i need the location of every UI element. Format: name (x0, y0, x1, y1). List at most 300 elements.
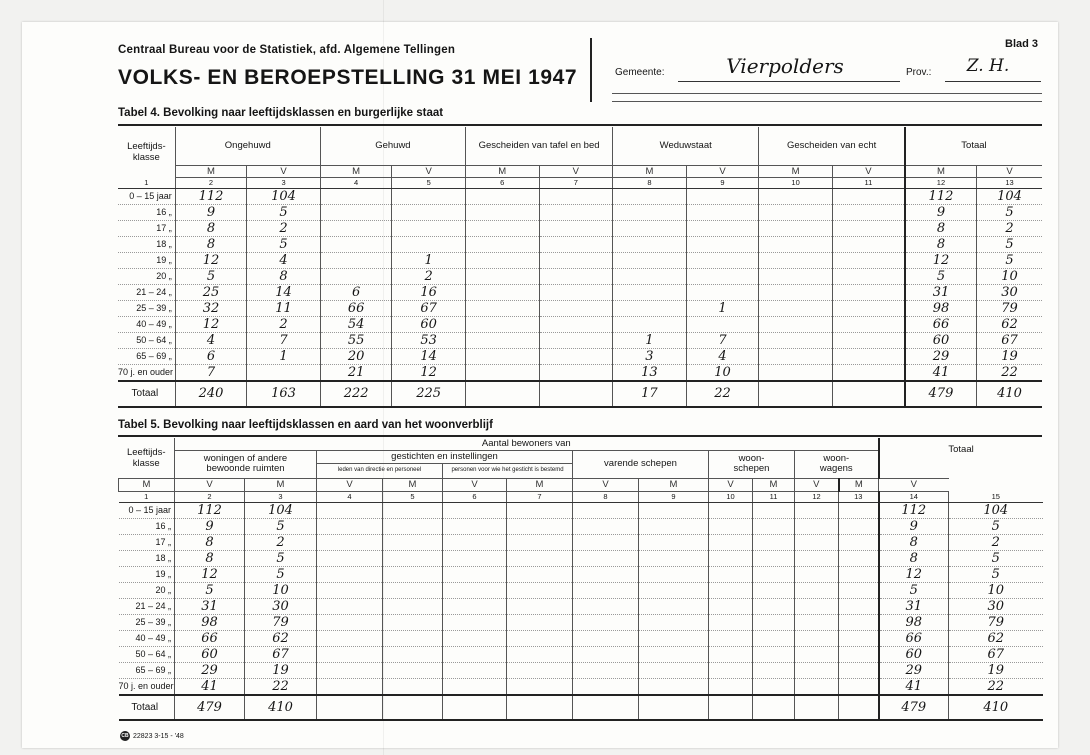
count-cell (383, 566, 443, 582)
count-cell (507, 534, 573, 550)
count-cell (686, 236, 759, 252)
total-cell (753, 695, 795, 720)
count-cell: 9 (879, 518, 949, 534)
table-row (119, 550, 1043, 566)
count-cell: 10 (686, 364, 759, 381)
count-cell (465, 316, 539, 332)
count-cell (832, 236, 905, 252)
count-cell (443, 534, 507, 550)
count-cell (507, 646, 573, 662)
count-cell (465, 220, 539, 236)
header-rule (612, 101, 1042, 102)
table4 (118, 127, 1042, 408)
count-cell (613, 300, 687, 316)
count-cell (573, 678, 639, 695)
count-cell: 4 (247, 252, 321, 268)
count-cell (573, 502, 639, 518)
count-cell (753, 662, 795, 678)
total-cell (639, 695, 709, 720)
printer-logo-icon: CB (121, 733, 129, 739)
age-class-label: 16 „ (119, 518, 175, 534)
count-cell (639, 502, 709, 518)
count-cell (759, 332, 833, 348)
column-number: 5 (383, 491, 443, 502)
count-cell (465, 268, 539, 284)
count-cell (759, 316, 833, 332)
count-cell (465, 204, 539, 220)
count-cell (507, 518, 573, 534)
count-cell: 104 (247, 188, 321, 204)
count-cell: 1 (686, 300, 759, 316)
count-cell (832, 252, 905, 268)
table-row (119, 598, 1043, 614)
sub-header-v: V (976, 165, 1042, 177)
count-cell (839, 502, 879, 518)
count-cell (795, 614, 839, 630)
count-cell: 14 (247, 284, 321, 300)
count-cell (839, 582, 879, 598)
count-cell: 67 (392, 300, 466, 316)
group-header-weduwstaat: Weduwstaat (613, 127, 759, 165)
count-cell: 79 (245, 614, 317, 630)
count-cell (443, 566, 507, 582)
count-cell: 79 (976, 300, 1042, 316)
gestichten-header: gestichten en instellingen (317, 450, 573, 463)
column-number: 7 (507, 491, 573, 502)
total-cell: 163 (247, 381, 321, 407)
count-cell (573, 646, 639, 662)
count-cell: 7 (247, 332, 321, 348)
count-cell (639, 662, 709, 678)
count-cell: 41 (175, 678, 245, 695)
count-cell (465, 300, 539, 316)
column-number: 4 (317, 491, 383, 502)
count-cell (573, 518, 639, 534)
column-number: 1 (119, 491, 175, 502)
column-number: 3 (247, 177, 321, 188)
sub-header-v: V (709, 478, 753, 491)
count-cell: 2 (949, 534, 1043, 550)
count-cell (613, 316, 687, 332)
sub-header-v: V (175, 478, 245, 491)
age-class-label: 40 – 49 „ (119, 630, 175, 646)
column-number: 8 (573, 491, 639, 502)
total-cell: 225 (392, 381, 466, 407)
count-cell (613, 220, 687, 236)
sub-header-v: V (539, 165, 613, 177)
count-cell (795, 662, 839, 678)
group-header-gehuwd: Gehuwd (320, 127, 465, 165)
column-number: 5 (392, 177, 466, 188)
count-cell: 5 (976, 236, 1042, 252)
count-cell (839, 518, 879, 534)
table4-title: Tabel 4. Bevolking naar leeftijdsklassen en burgerlijke staat (118, 107, 444, 119)
count-cell: 8 (175, 220, 247, 236)
age-class-label: 65 – 69 „ (118, 348, 175, 364)
totaal-header: Totaal (879, 438, 1043, 478)
count-cell (753, 630, 795, 646)
count-cell: 66 (320, 300, 392, 316)
count-cell: 10 (245, 582, 317, 598)
count-cell (573, 630, 639, 646)
age-class-label: 0 – 15 jaar (119, 502, 175, 518)
count-cell (507, 598, 573, 614)
count-cell (392, 204, 466, 220)
count-cell: 2 (247, 316, 321, 332)
count-cell (639, 582, 709, 598)
count-cell: 2 (976, 220, 1042, 236)
count-cell: 67 (245, 646, 317, 662)
age-class-header: Leeftijds-klasse (119, 438, 175, 478)
count-cell (709, 598, 753, 614)
count-cell (639, 566, 709, 582)
column-number: 10 (709, 491, 753, 502)
count-cell (443, 662, 507, 678)
gemeente-value: Vierpolders (726, 54, 844, 78)
count-cell (795, 550, 839, 566)
count-cell (539, 252, 613, 268)
count-cell (613, 188, 687, 204)
count-cell (465, 188, 539, 204)
table-row (118, 236, 1042, 252)
header-rule (612, 93, 1042, 94)
table-row (119, 518, 1043, 534)
count-cell (686, 284, 759, 300)
count-cell: 8 (905, 236, 977, 252)
organization-name: Centraal Bureau voor de Statistiek, afd. Algemene Tellingen (118, 44, 456, 56)
count-cell (443, 646, 507, 662)
total-cell (539, 381, 613, 407)
sub-header-v: V (686, 165, 759, 177)
age-class-label: 17 „ (118, 220, 175, 236)
count-cell (573, 662, 639, 678)
count-cell: 104 (245, 502, 317, 518)
count-cell (753, 550, 795, 566)
count-cell: 32 (175, 300, 247, 316)
count-cell (753, 614, 795, 630)
column-number: 6 (465, 177, 539, 188)
count-cell: 112 (905, 188, 977, 204)
print-code: 22823 3-15 - '48 (133, 732, 184, 740)
count-cell (832, 204, 905, 220)
count-cell: 2 (392, 268, 466, 284)
count-cell: 5 (175, 582, 245, 598)
count-cell (539, 348, 613, 364)
count-cell: 66 (879, 630, 949, 646)
total-cell (759, 381, 833, 407)
count-cell (832, 268, 905, 284)
count-cell (392, 236, 466, 252)
table-row (118, 348, 1042, 364)
count-cell: 98 (905, 300, 977, 316)
sub-header-m: M (320, 165, 392, 177)
count-cell (839, 662, 879, 678)
count-cell (759, 252, 833, 268)
count-cell (443, 614, 507, 630)
aantal-bewoners-header: Aantal bewoners van (175, 438, 879, 450)
count-cell (759, 268, 833, 284)
total-cell: 410 (245, 695, 317, 720)
count-cell (317, 550, 383, 566)
sub-header-v: V (832, 165, 905, 177)
count-cell (753, 582, 795, 598)
count-cell (317, 582, 383, 598)
count-cell (507, 582, 573, 598)
table-row (119, 630, 1043, 646)
count-cell: 10 (976, 268, 1042, 284)
count-cell (686, 220, 759, 236)
count-cell: 5 (949, 550, 1043, 566)
count-cell: 29 (905, 348, 977, 364)
table-row (118, 300, 1042, 316)
count-cell (709, 566, 753, 582)
count-cell (443, 630, 507, 646)
count-cell (465, 236, 539, 252)
count-cell (465, 284, 539, 300)
count-cell: 62 (976, 316, 1042, 332)
age-class-label: 70 j. en ouder (119, 678, 175, 695)
sub-header-m: M (759, 165, 833, 177)
count-cell (832, 220, 905, 236)
count-cell: 62 (245, 630, 317, 646)
gemeente-label: Gemeente: (615, 67, 665, 78)
table-row (118, 188, 1042, 204)
count-cell: 12 (905, 252, 977, 268)
age-class-header: Leeftijds-klasse (118, 127, 175, 177)
count-cell: 66 (175, 630, 245, 646)
count-cell: 112 (175, 502, 245, 518)
count-cell (709, 630, 753, 646)
age-class-label: 50 – 64 „ (118, 332, 175, 348)
count-cell: 3 (613, 348, 687, 364)
count-cell: 112 (175, 188, 247, 204)
count-cell: 79 (949, 614, 1043, 630)
column-number: 2 (175, 491, 245, 502)
total-label: Totaal (119, 695, 175, 720)
total-cell: 479 (879, 695, 949, 720)
count-cell (795, 646, 839, 662)
column-number: 13 (839, 491, 879, 502)
count-cell (320, 268, 392, 284)
count-cell (832, 364, 905, 381)
sub-header-v: V (795, 478, 839, 491)
count-cell (443, 550, 507, 566)
count-cell (320, 188, 392, 204)
count-cell: 31 (879, 598, 949, 614)
count-cell (320, 252, 392, 268)
age-class-label: 20 „ (118, 268, 175, 284)
count-cell: 8 (247, 268, 321, 284)
count-cell: 98 (175, 614, 245, 630)
count-cell (639, 630, 709, 646)
count-cell (317, 566, 383, 582)
count-cell: 20 (320, 348, 392, 364)
count-cell (759, 348, 833, 364)
count-cell (709, 582, 753, 598)
count-cell (613, 236, 687, 252)
age-class-label: 70 j. en ouder (118, 364, 175, 381)
count-cell (839, 614, 879, 630)
total-cell: 410 (976, 381, 1042, 407)
count-cell: 55 (320, 332, 392, 348)
sub-header-m: M (839, 478, 879, 491)
column-number: 4 (320, 177, 392, 188)
count-cell (709, 502, 753, 518)
count-cell (383, 614, 443, 630)
leden-header: leden van directie en personeel (317, 463, 443, 478)
count-cell (317, 678, 383, 695)
count-cell (317, 518, 383, 534)
count-cell: 8 (175, 534, 245, 550)
table5-top-rule (118, 435, 1042, 437)
age-class-label: 16 „ (118, 204, 175, 220)
count-cell (443, 678, 507, 695)
column-number: 6 (443, 491, 507, 502)
count-cell: 31 (175, 598, 245, 614)
count-cell: 9 (175, 204, 247, 220)
count-cell: 62 (949, 630, 1043, 646)
count-cell (709, 646, 753, 662)
count-cell (795, 582, 839, 598)
count-cell (613, 252, 687, 268)
total-cell: 479 (175, 695, 245, 720)
count-cell (839, 566, 879, 582)
count-cell: 10 (949, 582, 1043, 598)
total-label: Totaal (118, 381, 175, 407)
count-cell (317, 534, 383, 550)
count-cell (795, 534, 839, 550)
count-cell: 22 (976, 364, 1042, 381)
count-cell (709, 662, 753, 678)
sheet-number: Blad 3 (1005, 38, 1039, 50)
count-cell: 11 (247, 300, 321, 316)
count-cell (832, 332, 905, 348)
column-number: 11 (753, 491, 795, 502)
count-cell (465, 252, 539, 268)
table-row (118, 332, 1042, 348)
table-row (118, 284, 1042, 300)
count-cell (795, 566, 839, 582)
group-header-gescheiden-echt: Gescheiden van echt (759, 127, 905, 165)
count-cell: 5 (245, 550, 317, 566)
count-cell: 5 (949, 518, 1043, 534)
gemeente-underline (678, 81, 900, 82)
age-class-label: 18 „ (118, 236, 175, 252)
column-number: 2 (175, 177, 247, 188)
table-row (118, 252, 1042, 268)
count-cell (613, 268, 687, 284)
count-cell (839, 630, 879, 646)
count-cell (832, 284, 905, 300)
count-cell: 4 (686, 348, 759, 364)
count-cell (759, 204, 833, 220)
count-cell (832, 316, 905, 332)
count-cell (465, 348, 539, 364)
sub-header-m: M (383, 478, 443, 491)
count-cell: 5 (247, 204, 321, 220)
count-cell (539, 204, 613, 220)
count-cell (383, 662, 443, 678)
count-cell (539, 268, 613, 284)
count-cell: 1 (392, 252, 466, 268)
woningen-header: woningen of andere bewoonde ruimten (175, 450, 317, 478)
count-cell (709, 550, 753, 566)
column-number: 3 (245, 491, 317, 502)
column-number: 10 (759, 177, 833, 188)
age-class-label: 20 „ (119, 582, 175, 598)
count-cell: 60 (392, 316, 466, 332)
count-cell: 12 (175, 252, 247, 268)
count-cell: 22 (245, 678, 317, 695)
count-cell: 8 (175, 550, 245, 566)
count-cell (759, 300, 833, 316)
count-cell (639, 550, 709, 566)
count-cell (613, 284, 687, 300)
count-cell (465, 364, 539, 381)
count-cell: 8 (175, 236, 247, 252)
column-number: 7 (539, 177, 613, 188)
printer-stamp (120, 731, 184, 741)
count-cell (539, 220, 613, 236)
count-cell (317, 598, 383, 614)
count-cell: 12 (879, 566, 949, 582)
count-cell (507, 614, 573, 630)
column-number: 9 (639, 491, 709, 502)
count-cell (320, 204, 392, 220)
count-cell (753, 502, 795, 518)
count-cell: 5 (175, 268, 247, 284)
total-cell (443, 695, 507, 720)
count-cell (383, 678, 443, 695)
column-number: 14 (879, 491, 949, 502)
count-cell (507, 550, 573, 566)
table-row (119, 646, 1043, 662)
sub-header-m: M (465, 165, 539, 177)
header-divider (590, 38, 592, 102)
count-cell (383, 646, 443, 662)
age-class-label: 25 – 39 „ (118, 300, 175, 316)
column-number: 1 (118, 177, 175, 188)
count-cell (317, 646, 383, 662)
count-cell (686, 188, 759, 204)
count-cell: 2 (247, 220, 321, 236)
count-cell (573, 566, 639, 582)
count-cell: 67 (949, 646, 1043, 662)
count-cell (317, 630, 383, 646)
count-cell: 19 (245, 662, 317, 678)
table-row (118, 220, 1042, 236)
count-cell (539, 316, 613, 332)
count-cell: 5 (976, 204, 1042, 220)
count-cell (759, 236, 833, 252)
woonschepen-header: woon-schepen (709, 450, 795, 478)
table-row (119, 534, 1043, 550)
count-cell (753, 518, 795, 534)
count-cell: 12 (175, 316, 247, 332)
count-cell: 4 (175, 332, 247, 348)
table-row (119, 582, 1043, 598)
count-cell (639, 678, 709, 695)
count-cell (573, 582, 639, 598)
count-cell: 14 (392, 348, 466, 364)
count-cell (759, 188, 833, 204)
count-cell (443, 582, 507, 598)
table-row (118, 316, 1042, 332)
sub-header-m: M (507, 478, 573, 491)
group-header-gescheiden-tafel-bed: Gescheiden van tafel en bed (465, 127, 612, 165)
table-row (119, 566, 1043, 582)
form-title: VOLKS- EN BEROEPSTELLING 31 MEI 1947 (118, 66, 578, 89)
